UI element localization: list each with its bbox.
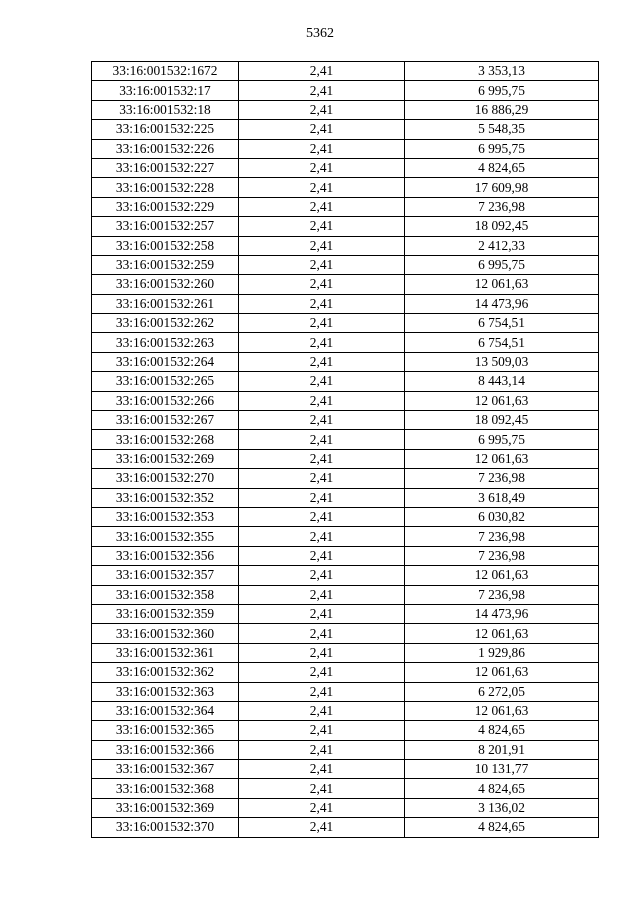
table-row (92, 721, 599, 740)
table-row (92, 217, 599, 236)
cadastral-number-cell: 33:16:001532:265 (92, 372, 239, 391)
table-row (92, 275, 599, 294)
table-row (92, 120, 599, 139)
table-row (92, 411, 599, 430)
table-row (92, 469, 599, 488)
table-row (92, 663, 599, 682)
table-row (92, 507, 599, 526)
rate-cell: 2,41 (239, 779, 405, 798)
rate-cell: 2,41 (239, 643, 405, 662)
amount-cell: 6 754,51 (405, 333, 599, 352)
cadastral-number-cell: 33:16:001532:358 (92, 585, 239, 604)
rate-cell: 2,41 (239, 604, 405, 623)
cadastral-number-cell: 33:16:001532:363 (92, 682, 239, 701)
rate-cell: 2,41 (239, 178, 405, 197)
cadastral-number-cell: 33:16:001532:368 (92, 779, 239, 798)
table-row (92, 527, 599, 546)
rate-cell: 2,41 (239, 100, 405, 119)
rate-cell: 2,41 (239, 721, 405, 740)
amount-cell: 3 353,13 (405, 62, 599, 81)
amount-cell: 10 131,77 (405, 760, 599, 779)
amount-cell: 7 236,98 (405, 546, 599, 565)
rate-cell: 2,41 (239, 682, 405, 701)
amount-cell: 18 092,45 (405, 411, 599, 430)
cadastral-number-cell: 33:16:001532:226 (92, 139, 239, 158)
cadastral-number-cell: 33:16:001532:228 (92, 178, 239, 197)
cadastral-number-cell: 33:16:001532:369 (92, 798, 239, 817)
rate-cell: 2,41 (239, 275, 405, 294)
table-row (92, 740, 599, 759)
amount-cell: 7 236,98 (405, 527, 599, 546)
amount-cell: 12 061,63 (405, 624, 599, 643)
rate-cell: 2,41 (239, 139, 405, 158)
rate-cell: 2,41 (239, 352, 405, 371)
amount-cell: 12 061,63 (405, 449, 599, 468)
table-row (92, 818, 599, 837)
rate-cell: 2,41 (239, 391, 405, 410)
table-row (92, 255, 599, 274)
cadastral-number-cell: 33:16:001532:364 (92, 701, 239, 720)
rate-cell: 2,41 (239, 333, 405, 352)
cadastral-number-cell: 33:16:001532:229 (92, 197, 239, 216)
rate-cell: 2,41 (239, 701, 405, 720)
rate-cell: 2,41 (239, 449, 405, 468)
amount-cell: 13 509,03 (405, 352, 599, 371)
rate-cell: 2,41 (239, 411, 405, 430)
cadastral-number-cell: 33:16:001532:261 (92, 294, 239, 313)
cadastral-number-cell: 33:16:001532:263 (92, 333, 239, 352)
rate-cell: 2,41 (239, 585, 405, 604)
amount-cell: 14 473,96 (405, 294, 599, 313)
cadastral-number-cell: 33:16:001532:18 (92, 100, 239, 119)
amount-cell: 12 061,63 (405, 275, 599, 294)
cadastral-number-cell: 33:16:001532:370 (92, 818, 239, 837)
rate-cell: 2,41 (239, 469, 405, 488)
amount-cell: 6 995,75 (405, 255, 599, 274)
amount-cell: 4 824,65 (405, 721, 599, 740)
rate-cell: 2,41 (239, 197, 405, 216)
rate-cell: 2,41 (239, 488, 405, 507)
table-row (92, 197, 599, 216)
amount-cell: 1 929,86 (405, 643, 599, 662)
rate-cell: 2,41 (239, 81, 405, 100)
cadastral-number-cell: 33:16:001532:352 (92, 488, 239, 507)
cadastral-number-cell: 33:16:001532:17 (92, 81, 239, 100)
cadastral-number-cell: 33:16:001532:360 (92, 624, 239, 643)
table-row (92, 488, 599, 507)
amount-cell: 17 609,98 (405, 178, 599, 197)
amount-cell: 3 136,02 (405, 798, 599, 817)
amount-cell: 6 030,82 (405, 507, 599, 526)
table-row (92, 372, 599, 391)
amount-cell: 6 995,75 (405, 430, 599, 449)
amount-cell: 18 092,45 (405, 217, 599, 236)
amount-cell: 16 886,29 (405, 100, 599, 119)
rate-cell: 2,41 (239, 546, 405, 565)
cadastral-number-cell: 33:16:001532:257 (92, 217, 239, 236)
table-row (92, 449, 599, 468)
cadastral-number-cell: 33:16:001532:355 (92, 527, 239, 546)
table-row (92, 798, 599, 817)
cadastral-number-cell: 33:16:001532:262 (92, 314, 239, 333)
table-row (92, 178, 599, 197)
table-row (92, 314, 599, 333)
rate-cell: 2,41 (239, 158, 405, 177)
table-row (92, 585, 599, 604)
cadastral-number-cell: 33:16:001532:269 (92, 449, 239, 468)
cadastral-number-cell: 33:16:001532:227 (92, 158, 239, 177)
cadastral-number-cell: 33:16:001532:258 (92, 236, 239, 255)
amount-cell: 6 272,05 (405, 682, 599, 701)
table-row (92, 352, 599, 371)
table-row (92, 158, 599, 177)
amount-cell: 4 824,65 (405, 779, 599, 798)
rate-cell: 2,41 (239, 566, 405, 585)
rate-cell: 2,41 (239, 430, 405, 449)
amount-cell: 6 995,75 (405, 81, 599, 100)
cadastral-number-cell: 33:16:001532:353 (92, 507, 239, 526)
rate-cell: 2,41 (239, 798, 405, 817)
cadastral-number-cell: 33:16:001532:357 (92, 566, 239, 585)
table-row (92, 100, 599, 119)
table-row (92, 81, 599, 100)
cadastral-number-cell: 33:16:001532:225 (92, 120, 239, 139)
rate-cell: 2,41 (239, 740, 405, 759)
rate-cell: 2,41 (239, 314, 405, 333)
rate-cell: 2,41 (239, 624, 405, 643)
amount-cell: 7 236,98 (405, 469, 599, 488)
cadastral-number-cell: 33:16:001532:366 (92, 740, 239, 759)
amount-cell: 2 412,33 (405, 236, 599, 255)
rate-cell: 2,41 (239, 62, 405, 81)
table-row (92, 779, 599, 798)
table-row (92, 139, 599, 158)
amount-cell: 5 548,35 (405, 120, 599, 139)
cadastral-number-cell: 33:16:001532:267 (92, 411, 239, 430)
amount-cell: 4 824,65 (405, 158, 599, 177)
rate-cell: 2,41 (239, 217, 405, 236)
rate-cell: 2,41 (239, 294, 405, 313)
cadastral-number-cell: 33:16:001532:260 (92, 275, 239, 294)
rate-cell: 2,41 (239, 120, 405, 139)
rate-cell: 2,41 (239, 507, 405, 526)
table-row (92, 643, 599, 662)
table-row (92, 62, 599, 81)
rate-cell: 2,41 (239, 372, 405, 391)
amount-cell: 8 201,91 (405, 740, 599, 759)
amount-cell: 8 443,14 (405, 372, 599, 391)
amount-cell: 12 061,63 (405, 566, 599, 585)
amount-cell: 7 236,98 (405, 585, 599, 604)
table-row (92, 546, 599, 565)
table-row (92, 391, 599, 410)
table-row (92, 760, 599, 779)
cadastral-number-cell: 33:16:001532:356 (92, 546, 239, 565)
cadastral-number-cell: 33:16:001532:367 (92, 760, 239, 779)
cadastral-number-cell: 33:16:001532:361 (92, 643, 239, 662)
cadastral-number-cell: 33:16:001532:259 (92, 255, 239, 274)
table-row (92, 624, 599, 643)
amount-cell: 12 061,63 (405, 701, 599, 720)
cadastral-number-cell: 33:16:001532:270 (92, 469, 239, 488)
cadastral-number-cell: 33:16:001532:359 (92, 604, 239, 623)
cadastral-number-cell: 33:16:001532:1672 (92, 62, 239, 81)
table-row (92, 333, 599, 352)
amount-cell: 6 754,51 (405, 314, 599, 333)
rate-cell: 2,41 (239, 236, 405, 255)
rate-cell: 2,41 (239, 255, 405, 274)
table-row (92, 604, 599, 623)
table-row (92, 682, 599, 701)
cadastral-number-cell: 33:16:001532:266 (92, 391, 239, 410)
rate-cell: 2,41 (239, 760, 405, 779)
amount-cell: 12 061,63 (405, 391, 599, 410)
cadastral-number-cell: 33:16:001532:264 (92, 352, 239, 371)
table-body (92, 62, 599, 838)
table-row (92, 236, 599, 255)
amount-cell: 7 236,98 (405, 197, 599, 216)
rate-cell: 2,41 (239, 663, 405, 682)
page-number: 5362 (306, 26, 334, 41)
amount-cell: 12 061,63 (405, 663, 599, 682)
amount-cell: 4 824,65 (405, 818, 599, 837)
table-row (92, 430, 599, 449)
cadastral-number-cell: 33:16:001532:268 (92, 430, 239, 449)
amount-cell: 14 473,96 (405, 604, 599, 623)
table-row (92, 566, 599, 585)
rate-cell: 2,41 (239, 527, 405, 546)
table-row (92, 294, 599, 313)
table-row (92, 701, 599, 720)
amount-cell: 6 995,75 (405, 139, 599, 158)
cadastral-number-cell: 33:16:001532:362 (92, 663, 239, 682)
data-table (91, 61, 599, 838)
cadastral-number-cell: 33:16:001532:365 (92, 721, 239, 740)
rate-cell: 2,41 (239, 818, 405, 837)
amount-cell: 3 618,49 (405, 488, 599, 507)
